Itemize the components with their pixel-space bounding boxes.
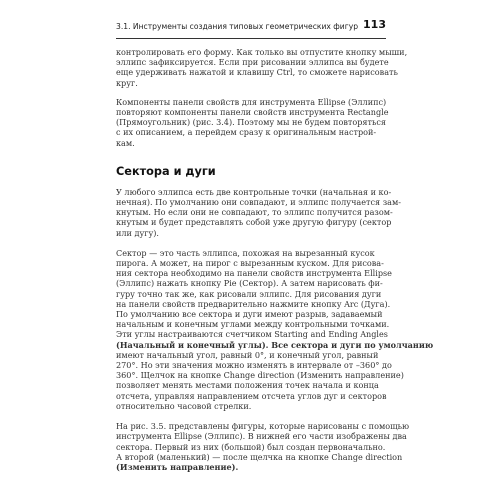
paragraph-gap bbox=[116, 178, 386, 187]
text-line: или дугу). bbox=[116, 227, 159, 238]
text-line: По умолчанию все сектора и дуги имеют разрыв, задаваемый bbox=[116, 309, 383, 320]
text-line: на панели свойств предварительно нажмите кнопку Arc (Дуга). bbox=[116, 298, 391, 309]
text-line: позволяет менять местами положения точек начала и конца bbox=[116, 380, 379, 391]
text-line: кнутым и будет представлять собой уже другую фигуру (сектор bbox=[116, 217, 392, 228]
text-line: Сектор — это часть эллипса, похожая на вырезанный кусок bbox=[116, 247, 375, 258]
text-line: с их описанием, а перейдем сразу к оригинальным настрой- bbox=[116, 127, 377, 138]
text-line: кам. bbox=[116, 137, 135, 148]
paragraph-property-panel bbox=[116, 96, 389, 148]
text-line: контролировать его форму. Как только вы отпустите кнопку мыши, bbox=[116, 47, 408, 57]
text-line: круг. bbox=[116, 77, 138, 88]
text-line: (Прямоугольник) (рис. 3.4). Поэтому мы не будем повторяться bbox=[116, 117, 387, 128]
text-line: 270°. Но эти значения можно изменять в интервале от –360° до bbox=[116, 360, 392, 371]
text-line: 360°. Щелчок на кнопке Change direction (Изменить направление) bbox=[116, 370, 404, 381]
text-line: гуру точно так же, как рисовали эллипс. Для рисования дуги bbox=[116, 288, 382, 299]
text-line: ния сектора необходимо на панели свойств инструмента Ellipse bbox=[116, 268, 392, 279]
text-line: Компоненты панели свойств для инструмента Ellipse (Эллипс) bbox=[116, 96, 387, 107]
text-line: пирога. А может, на пирог с вырезанным куском. Для рисова- bbox=[116, 258, 384, 269]
text-line: кнутым. Но если они не совпадают, то эллипс получится разом- bbox=[116, 207, 393, 218]
paragraph-ellipse-control bbox=[116, 47, 408, 88]
text-line: На рис. 3.5. представлены фигуры, которые нарисованы с помощью bbox=[116, 421, 410, 432]
page-header bbox=[116, 16, 386, 39]
text-line: имеют начальный угол, равный 0°, и конечный угол, равный bbox=[116, 349, 379, 360]
text-line: нечная). По умолчанию они совпадают, и эллипс получается зам- bbox=[116, 197, 401, 208]
paragraph-gap bbox=[116, 238, 386, 248]
paragraph-sector-description bbox=[116, 247, 434, 411]
page-content bbox=[116, 47, 434, 472]
paragraph-gap bbox=[116, 88, 386, 97]
paragraph-figure-reference bbox=[116, 421, 410, 472]
text-line: отсчета, управляя направлением отсчета углов дуг и секторов bbox=[116, 390, 387, 401]
text-line: повторяют компоненты панели свойств инструмента Rectangle bbox=[116, 107, 389, 118]
text-line: сектора. Первый из них (большой) был создан первоначально. bbox=[116, 441, 386, 452]
text-line: А второй (маленький) — после щелчка на кнопке Change direction bbox=[116, 451, 403, 462]
text-line: начальным и конечным углами между контрольными точками. bbox=[116, 319, 390, 330]
text-line: эллипс зафиксируется. Если при рисовании эллипса вы будете bbox=[116, 57, 389, 68]
page-number: 113 bbox=[363, 18, 386, 31]
text-line: У любого эллипса есть две контрольные точки (начальная и ко- bbox=[116, 186, 392, 197]
running-header-title: 3.1. Инструменты создания типовых геометрических фигур bbox=[116, 22, 359, 31]
section-title: Сектора и дуги bbox=[116, 164, 216, 178]
text-line: (Эллипс) нажать кнопку Pie (Сектор). А затем нарисовать фи- bbox=[116, 278, 383, 289]
section-gap bbox=[116, 148, 386, 165]
text-line: инструмента Ellipse (Эллипс). В нижней его части изображены два bbox=[116, 431, 407, 442]
paragraph-control-points bbox=[116, 186, 401, 238]
text-line: (Начальный и конечный углы). Все сектора и дуги по умолчанию bbox=[116, 339, 434, 350]
paragraph-gap bbox=[116, 411, 386, 421]
text-line: (Изменить направление). bbox=[116, 461, 239, 472]
text-line: Эти углы настраиваются счетчиком Starting and Ending Angles bbox=[116, 329, 388, 340]
text-line: относительно часовой стрелки. bbox=[116, 400, 252, 411]
text-line: еще удерживать нажатой и клавишу Ctrl, то сможете нарисовать bbox=[116, 67, 398, 78]
